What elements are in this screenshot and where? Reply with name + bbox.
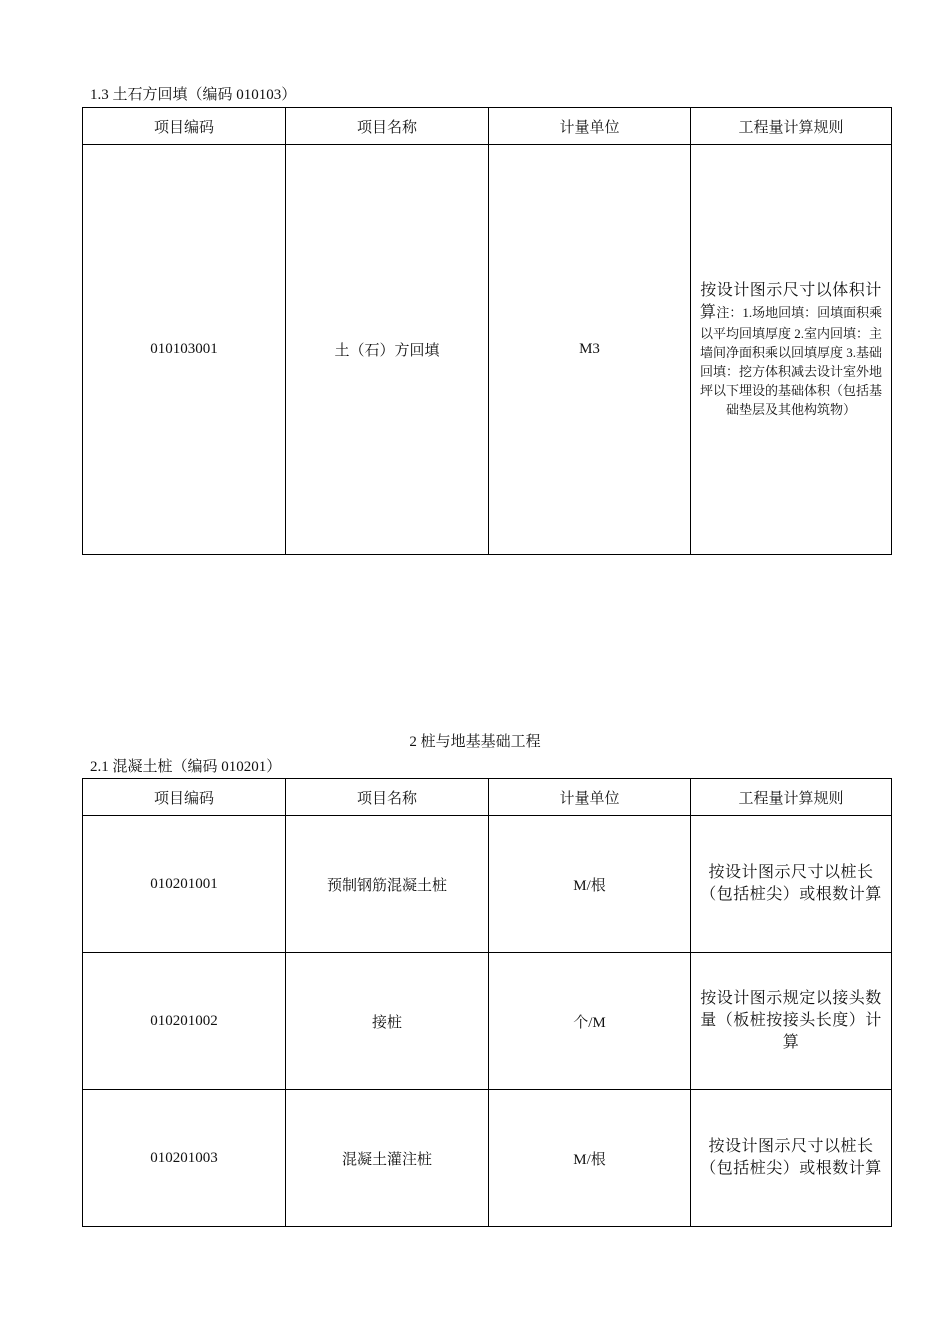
header-unit: 计量单位 [489,108,691,145]
table2-caption: 2.1 混凝土桩（编码 010201） [90,759,282,775]
header-item-code: 项目编码 [83,779,286,816]
item-name: 混凝土灌注桩 [286,1090,489,1227]
item-unit: M3 [489,145,691,555]
item-code: 010103001 [83,145,286,555]
item-code: 010201002 [83,953,286,1090]
header-item-code: 项目编码 [83,108,286,145]
rule-note-text: 注：1.场地回填：回填面积乘以平均回填厚度 2.室内回填：主墙间净面积乘以回填厚度 3.基础回填：挖方体积减去设计室外地坪以下埋设的基础体积（包括基础垫层及其他构筑物） [699,305,883,417]
header-item-name: 项目名称 [286,779,489,816]
table-row [83,816,892,953]
header-unit: 计量单位 [489,779,691,816]
item-calc-rule [691,145,892,555]
table-row [83,1090,892,1227]
item-name: 预制钢筋混凝土桩 [286,816,489,953]
item-name: 土（石）方回填 [286,145,489,555]
item-code: 010201001 [83,816,286,953]
item-calc-rule: 按设计图示尺寸以桩长（包括桩尖）或根数计算 [691,816,892,953]
table-row [83,145,892,555]
item-name: 接桩 [286,953,489,1090]
item-unit: 个/M [489,953,691,1090]
item-calc-rule: 按设计图示尺寸以桩长（包括桩尖）或根数计算 [691,1090,892,1227]
item-code: 010201003 [83,1090,286,1227]
table-header-row [83,108,892,145]
item-unit: M/根 [489,1090,691,1227]
table1-caption: 1.3 土石方回填（编码 010103） [90,87,297,103]
header-item-name: 项目名称 [286,108,489,145]
earthwork-backfill-table [82,107,892,555]
header-calc-rule: 工程量计算规则 [691,108,892,145]
table-header-row [83,779,892,816]
rule-main-text: 按设计图示尺寸以体积计算 [699,282,882,321]
item-calc-rule: 按设计图示规定以接头数量（板桩按接头长度）计算 [691,953,892,1090]
concrete-pile-table [82,778,892,1227]
section-title: 2 桩与地基基础工程 [409,734,541,750]
header-calc-rule: 工程量计算规则 [691,779,892,816]
table-row [83,953,892,1090]
item-unit: M/根 [489,816,691,953]
